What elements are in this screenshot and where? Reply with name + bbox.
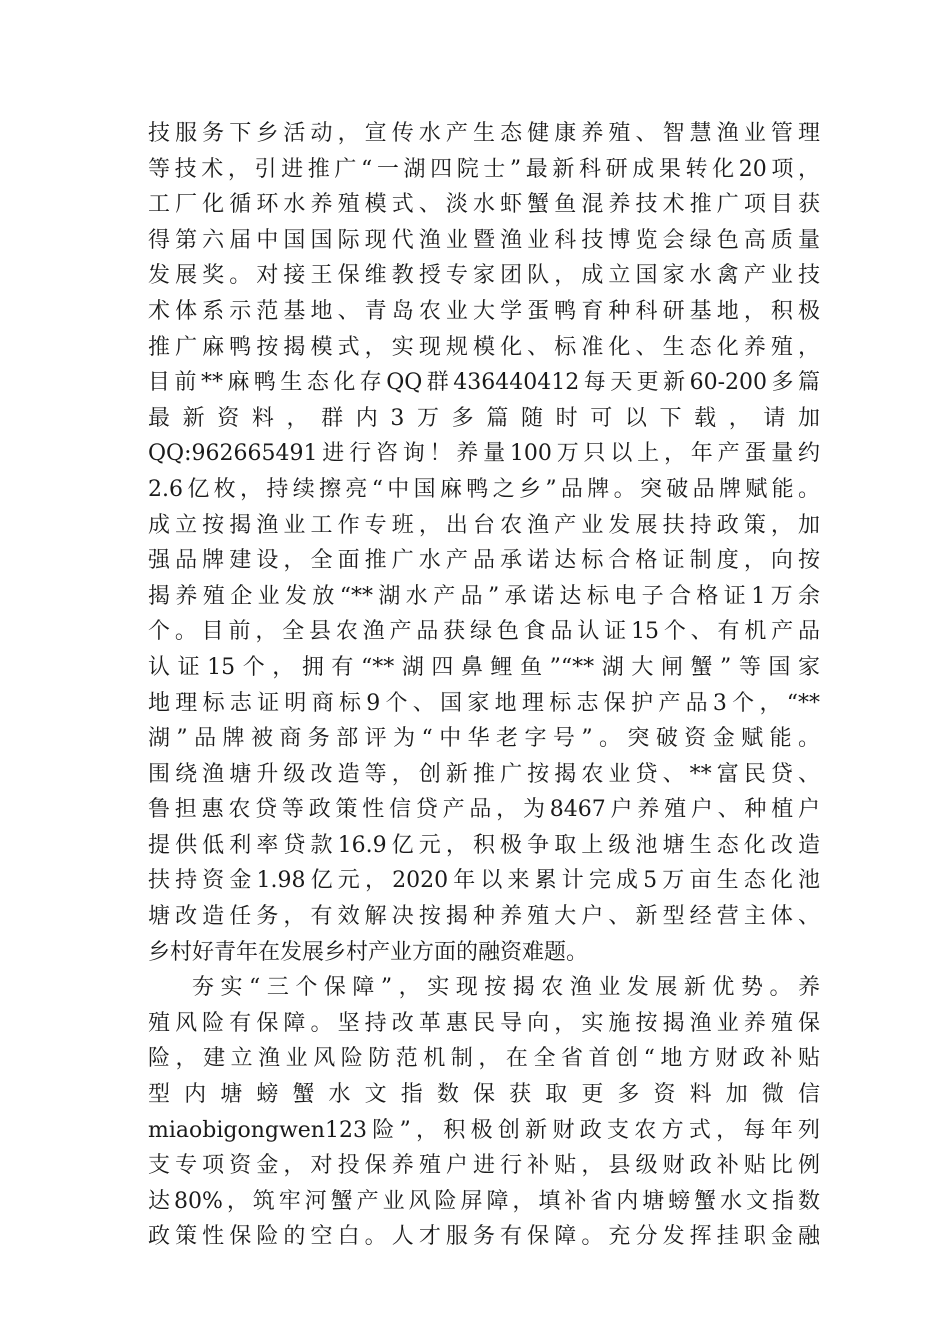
text-line: 发展奖。对接王保维教授专家团队，成立国家水禽产业技	[148, 263, 820, 289]
text-line: 鲁担惠农贷等政策性信贷产品，为8467户养殖户、种植户	[148, 797, 820, 823]
text-line: 推广麻鸭按揭模式，实现规模化、标准化、生态化养殖，	[148, 334, 820, 360]
text-line: 围绕渔塘升级改造等，创新推广按揭农业贷、**富民贷、	[148, 761, 820, 787]
text-line: 达80%，筑牢河蟹产业风险屏障，填补省内塘螃蟹水文指数	[148, 1188, 820, 1214]
text-line: 技服务下乡活动，宣传水产生态健康养殖、智慧渔业管理	[148, 121, 820, 146]
text-line: 型内塘螃蟹水文指数保获取更多资料加微信	[148, 1082, 820, 1108]
text-line: 湖”品牌被商务部评为“中华老字号”。突破资金赋能。	[148, 726, 820, 752]
text-line: 术体系示范基地、青岛农业大学蛋鸭育种科研基地，积极	[148, 298, 820, 324]
text-line: 揭养殖企业发放“**湖水产品”承诺达标电子合格证1万余	[148, 583, 820, 609]
text-line: 工厂化循环水养殖模式、淡水虾蟹鱼混养技术推广项目获	[148, 192, 820, 218]
body-text	[148, 116, 820, 1255]
text-line: 成立按揭渔业工作专班，出台农渔产业发展扶持政策，加	[148, 512, 820, 538]
text-line: 地理标志证明商标9个、国家地理标志保护产品3个，“**	[148, 690, 820, 716]
text-line: 认证15个，拥有“**湖四鼻鲤鱼”“**湖大闸蟹”等国家	[148, 654, 820, 680]
text-line: 等技术，引进推广“一湖四院士”最新科研成果转化20项，	[148, 156, 820, 182]
text-line: 塘改造任务，有效解决按揭种养殖大户、新型经营主体、	[148, 904, 820, 930]
text-line: 2.6亿枚，持续擦亮“中国麻鸭之乡”品牌。突破品牌赋能。	[148, 476, 820, 502]
text-line: 支专项资金，对投保养殖户进行补贴，县级财政补贴比例	[148, 1153, 820, 1179]
text-line: 政策性保险的空白。人才服务有保障。充分发挥挂职金融	[148, 1224, 820, 1250]
text-line: 夯实“三个保障”，实现按揭农渔业发展新优势。养	[192, 975, 820, 1001]
text-line: 殖风险有保障。坚持改革惠民导向，实施按揭渔业养殖保	[148, 1010, 820, 1036]
text-line: 提供低利率贷款16.9亿元，积极争取上级池塘生态化改造	[148, 832, 820, 858]
text-line: 乡村好青年在发展乡村产业方面的融资难题。	[148, 939, 589, 965]
text-line: 最新资料，群内3万多篇随时可以下载，请加	[148, 405, 820, 431]
text-line: 得第六届中国国际现代渔业暨渔业科技博览会绿色高质量	[148, 227, 820, 253]
text-line: 险，建立渔业风险防范机制，在全省首创“地方财政补贴	[148, 1046, 820, 1072]
text-line: 扶持资金1.98亿元，2020年以来累计完成5万亩生态化池	[148, 868, 820, 894]
text-line: 目前**麻鸭生态化存QQ群436440412每天更新60-200多篇	[148, 370, 820, 396]
text-line: 强品牌建设，全面推广水产品承诺达标合格证制度，向按	[148, 548, 820, 574]
text-line: 个。目前，全县农渔产品获绿色食品认证15个、有机产品	[148, 619, 820, 645]
text-line: QQ:962665491进行咨询！养量100万只以上，年产蛋量约	[148, 441, 820, 467]
text-line: miaobigongwen123险”，积极创新财政支农方式，每年列	[148, 1117, 820, 1143]
